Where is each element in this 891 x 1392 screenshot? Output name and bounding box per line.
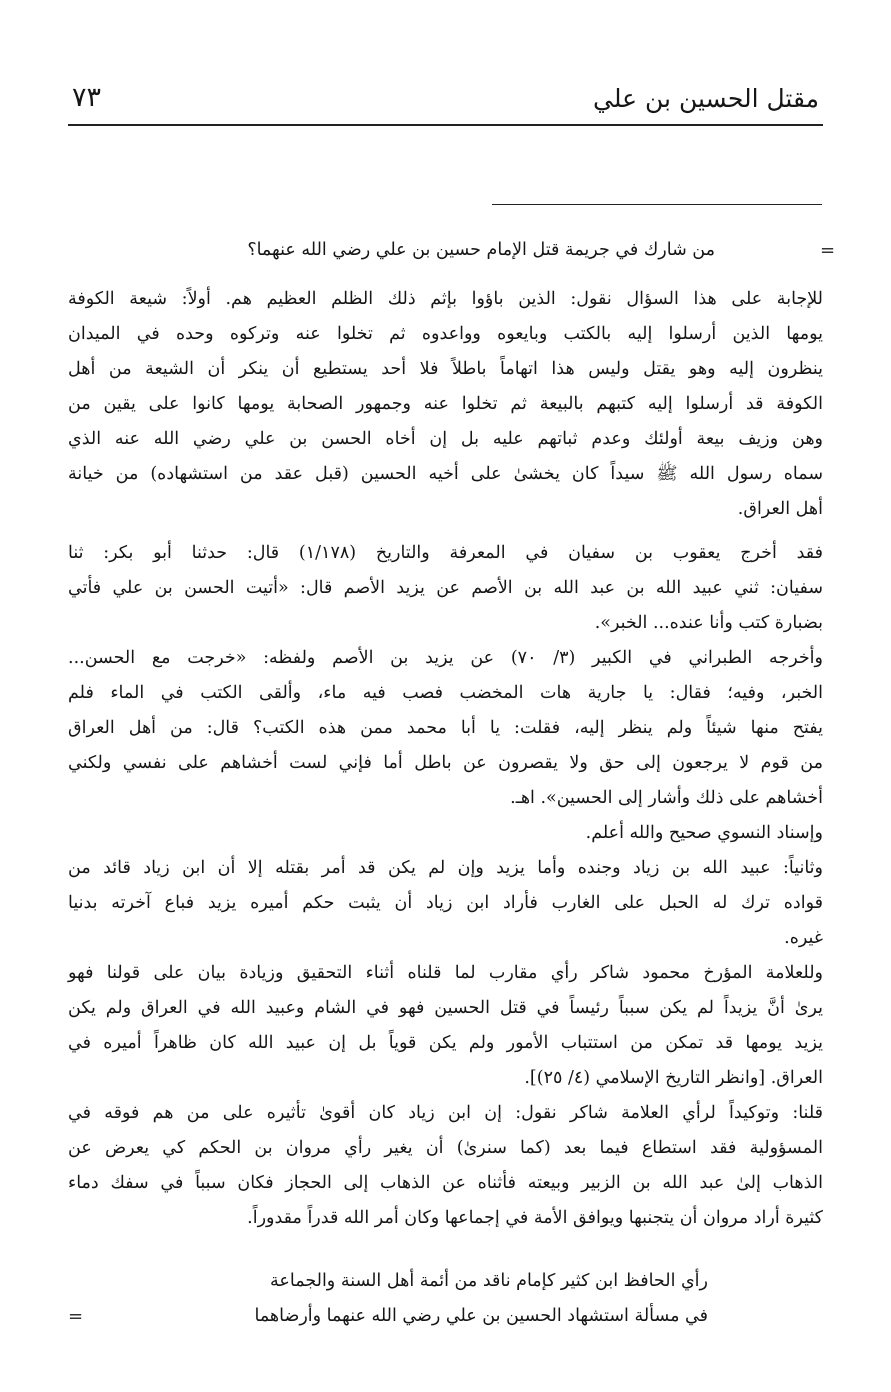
body-line: بضبارة كتب وأنا عنده... الخبر». [594, 613, 823, 633]
body-line: وللعلامة المؤرخ محمود شاكر رأي مقارب لما قلناه أثناء التحقيق وزيادة بيان على قولنا فهو [68, 963, 823, 983]
body-line: يزيد يومها قد تمكن من استتباب الأمور ولم يكن قوياً بل إن عبيد الله كان ظاهراً أميره في [68, 1033, 823, 1053]
body-line: يومها الذين أرسلوا إليه بالكتب وبايعوه وواعدوه ثم تخلوا عنه وتركوه وحده في الميدان [68, 324, 823, 344]
body-line: وأخرجه الطبراني في الكبير (٣/ ٧٠) عن يزيد بن الأصم ولفظه: «خرجت مع الحسن... [68, 648, 823, 668]
body-line: سفيان: ثني عبيد الله بن عبد الله بن الأصم عن يزيد الأصم قال: «أتيت الحسن بن علي فأتي [68, 578, 823, 598]
body-line: ينظرون إليه وهو يقتل وليس هذا اتهاماً باطلاً فلا أحد يستطيع أن ينكر أن الشيعة من أهل [68, 359, 823, 379]
body-line: وهن وزيف بيعة أولئك وعدم ثباتهم عليه بل إن أخاه الحسن بن علي رضي الله عنه الذي [68, 429, 823, 449]
section-heading-ibn-kathir-line-1: رأي الحافظ ابن كثير كإمام ناقد من أئمة أهل السنة والجماعة [270, 1271, 708, 1291]
margin-mark-top: = [820, 240, 836, 261]
body-line: من قوم لا يرجعون إلى حق ولا يقصرون عن باطل أما فإني لست أخشاهم على نفسي ولكني [68, 753, 823, 773]
section-heading-ibn-kathir-line-2: في مسألة استشهاد الحسين بن علي رضي الله عنهما وأرضاهما [254, 1306, 708, 1326]
body-line: الكوفة قد أرسلوا إليه كتبهم بالبيعة ثم تخلوا عنه وجمهور الصحابة يومها كانوا على يقين من [68, 394, 823, 414]
body-line: سماه رسول الله ﷺ سيداً كان يخشىٰ على أخيه الحسين (قبل عقد من استشهاده) من خيانة [68, 464, 823, 484]
body-line: قلنا: وتوكيداً لرأي العلامة شاكر نقول: إن ابن زياد كان أقوىٰ تأثيره على من هم فوقه في [68, 1103, 823, 1123]
body-line: للإجابة على هذا السؤال نقول: الذين باؤوا بإثم ذلك الظلم العظيم هم. أولاً: شيعة الكوفة [68, 289, 823, 309]
body-line: يفتح منها شيئاً ولم ينظر إليه، فقلت: يا أبا محمد ممن هذه الكتب؟ قال: من أهل العراق [68, 718, 823, 738]
body-line: كثيرة أراد مروان أن يتجنبها ويوافق الأمة في إجماعها وكان أمر الله قدراً مقدوراً. [247, 1208, 823, 1228]
body-line: يرىٰ أنَّ يزيداً لم يكن سبباً رئيساً في قتل الحسين فهو في الشام وعبيد الله في العراق ولم يكن [68, 998, 823, 1018]
body-line: أهل العراق. [737, 499, 823, 519]
body-line: فقد أخرج يعقوب بن سفيان في المعرفة والتاريخ (١/١٧٨) قال: حدثنا أبو بكر: ثنا [68, 543, 824, 563]
body-line: الخبر، وفيه؛ فقال: يا جارية هات المخضب فصب فيه ماء، وألقى الكتب في الماء فلم [68, 683, 823, 703]
header-divider [68, 124, 823, 126]
body-line: الذهاب إلىٰ عبد الله بن الزبير وبيعته فأثناه عن الذهاب إلى الحجاز فكان سبباً في سفك دماء [68, 1173, 823, 1193]
body-line: قواده ترك له الحبل على الغارب فأراد ابن زياد أن يثبت حكم أميره يزيد فباع آخرته بدنيا [68, 893, 823, 913]
margin-mark-bottom: = [68, 1306, 84, 1327]
body-line: وإسناد النسوي صحيح والله أعلم. [585, 823, 823, 843]
footnote-separator-rule [492, 204, 822, 205]
running-header-title: مقتل الحسين بن علي [593, 84, 819, 113]
section-heading-question: من شارك في جريمة قتل الإمام حسين بن علي رضي الله عنهما؟ [247, 240, 715, 260]
body-line: أخشاهم على ذلك وأشار إلى الحسين». اهـ. [510, 788, 823, 808]
page-number: ٧٣ [72, 82, 102, 113]
body-line: المسؤولية فقد استطاع فيما بعد (كما سنرىٰ) أن يغير رأي مروان بن الحكم كي يعرض عن [68, 1138, 823, 1158]
body-line: غيره. [784, 928, 823, 948]
body-line: العراق. [وانظر التاريخ الإسلامي (٤/ ٢٥)]. [524, 1068, 823, 1088]
body-line: وثانياً: عبيد الله بن زياد وجنده وأما يزيد وإن لم يكن قد أمر بقتله إلا أن ابن زياد قائد من [68, 858, 823, 878]
